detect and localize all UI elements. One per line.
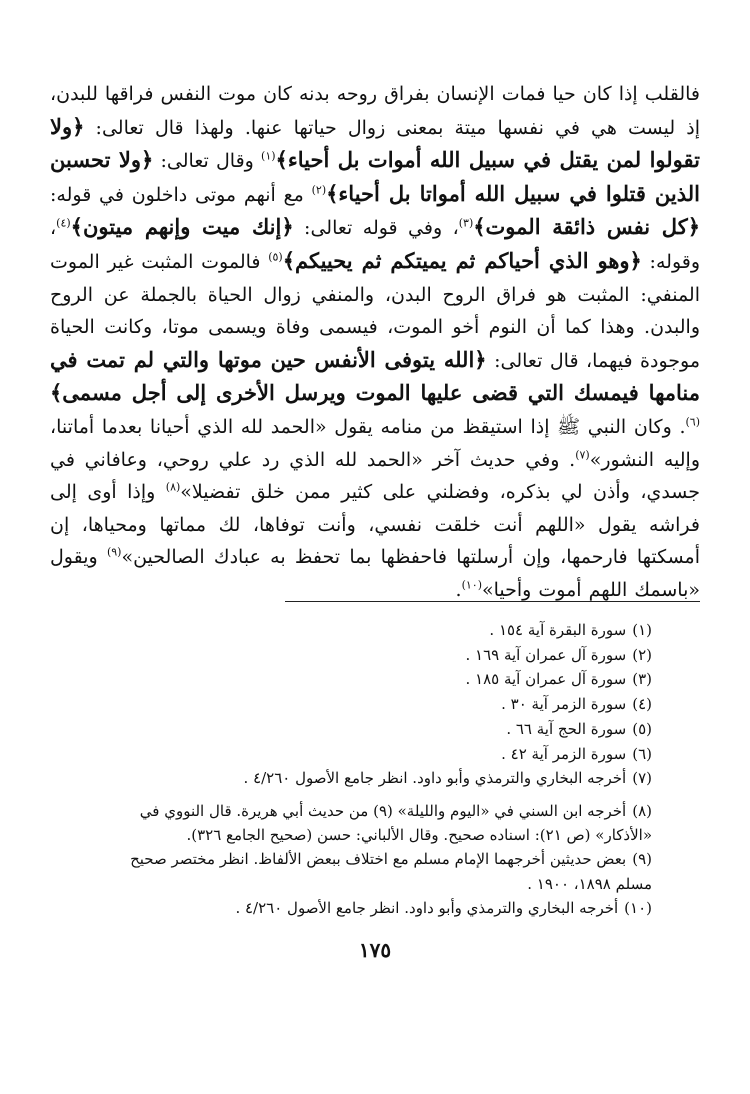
footnote-text: سورة آل عمران آية ١٦٩ .: [465, 645, 627, 664]
footnote-ref: (١٠): [461, 578, 482, 592]
footnote-ref: (٢): [311, 183, 327, 197]
footnote-number: (١): [632, 621, 652, 639]
text-segment: ، وفي قوله تعالى:: [293, 217, 459, 240]
footnotes: [92, 618, 652, 921]
page-number: ١٧٥: [358, 938, 392, 962]
footnote-number: (٦): [632, 744, 652, 763]
main-paragraph: [50, 78, 700, 607]
text-segment: فالقلب إذا كان حيا فمات الإنسان بفراق روحه بدنه كان موت النفس فراقها للبدن، إذ ليست هي في نفسها ميتة بمعنى زوال حياتها عنها. ولهذا قال تعالى:: [50, 83, 700, 139]
text-segment: . وفي حديث آخر «الحمد لله الذي رد علي روحي، وعافاني في جسدي، وأذن لي بذكره، وفضلني على كثير ممن خلق تفضيلا»: [50, 448, 701, 504]
footnote-ref: (٦): [685, 415, 700, 429]
text-segment: ويقول «باسمك اللهم أموت وأحيا»: [50, 546, 700, 601]
footnote-number: (٢): [632, 645, 652, 664]
text-segment: .: [455, 578, 462, 601]
quran-verse: ﴿ولا تحسبن الذين قتلوا في سبيل الله أمواتا بل أحياء﴾: [50, 147, 701, 206]
footnote-text: أخرجه البخاري والترمذي وأبو داود. انظر جامع الأصول ٤/٢٦٠ .: [235, 899, 619, 918]
footnote-ref: (٨): [165, 480, 181, 494]
quran-verse: ﴿كل نفس ذائقة الموت﴾: [473, 214, 700, 240]
main-text: [50, 78, 700, 607]
footnote-text: سورة آل عمران آية ١٨٥ .: [465, 670, 627, 689]
footnote-ref: (٥): [268, 250, 283, 264]
footnote-item: [92, 799, 652, 847]
footnote-text: بعض حديثين أخرجهما الإمام مسلم مع اختلاف ببعض الألفاظ. انظر مختصر صحيح مسلم ١٨٩٨، ١٩٠٠ .: [130, 849, 652, 893]
footnote-number: (٣): [632, 670, 652, 689]
text-segment: . وكان النبي ﷺ إذا استيقظ من منامه يقول «الحمد لله الذي أحيانا بعدما أماتنا، وإليه النشور»: [50, 415, 700, 471]
footnote-text: سورة الزمر آية ٣٠ .: [501, 695, 627, 714]
footnote-ref: (٧): [575, 448, 590, 462]
quran-verse: ﴿ولا تقولوا لمن يقتل في سبيل الله أموات بل أحياء﴾: [50, 113, 700, 173]
footnote-divider: [285, 601, 700, 602]
footnote-text: أخرجه ابن السني في «اليوم والليلة» (٩) من حديث أبي هريرة. قال النووي في «الأذكار» (ص ٢١): اسناده صحيح. وقال الألباني: حسن (صحيح الجامع ٣٢٦).: [139, 801, 652, 844]
text-segment: مع أنهم موتى داخلون في قوله:: [50, 183, 312, 206]
text-segment: وقال تعالى:: [153, 150, 262, 173]
footnote-item: [92, 643, 652, 668]
footnote-text: سورة الزمر آية ٤٢ .: [501, 744, 627, 763]
footnote-item: [92, 717, 652, 742]
text-segment: وإذا أوى إلى فراشه يقول «اللهم أنت خلقت نفسي، وأنت توفاها، لك مماتها ومحياها، إن أمسكتها فارحمها، وإن أرسلتها فاحفظها بما تحفظ به عبادك الصالحين»: [50, 481, 700, 569]
footnote-item: [92, 896, 652, 921]
text-segment: فالموت المثبت غير الموت المنفي: المثبت هو فراق الروح البدن، والمنفي زوال الحياة بالجملة عن الروح والبدن. وهذا كما أن النوم أخو الموت، فيسمى وفاة ويسمى موتا، وكانت الحياة موجودة فيهما، قال تعالى:: [50, 250, 701, 372]
footnote-ref: (٣): [458, 217, 474, 231]
footnote-number: (٩): [632, 849, 652, 868]
footnote-item: [92, 766, 652, 791]
quran-verse: ﴿وهو الذي أحياكم ثم يميتكم ثم يحييكم﴾: [282, 247, 642, 273]
footnote-item: [92, 742, 652, 767]
quran-verse: ﴿إنك ميت وإنهم ميتون﴾: [70, 214, 294, 240]
footnote-number: (٧): [632, 769, 652, 788]
footnote-ref: (١): [261, 149, 276, 163]
footnote-item: [92, 618, 652, 643]
footnote-ref: (٤): [56, 217, 71, 231]
footnote-number: (٨): [632, 801, 652, 820]
footnote-item: [92, 847, 652, 896]
footnote-text: سورة الحج آية ٦٦ .: [506, 719, 627, 738]
footnote-number: (٤): [632, 695, 652, 714]
footnote-number: (١٠): [624, 899, 652, 918]
footnote-number: (٥): [632, 719, 652, 738]
text-segment: ، وقوله:: [50, 217, 701, 273]
footnote-text: سورة البقرة آية ١٥٤ .: [489, 621, 627, 639]
quran-verse: ﴿الله يتوفى الأنفس حين موتها والتي لم تمت في منامها فيمسك التي قضى عليها الموت ويرسل الأخرى إلى أجل مسمى﴾: [50, 346, 700, 406]
footnote-ref: (٩): [106, 545, 122, 559]
footnote-item: [92, 692, 652, 717]
footnote-text: أخرجه البخاري والترمذي وأبو داود. انظر جامع الأصول ٤/٢٦٠ .: [243, 769, 627, 788]
footnote-item: [92, 667, 652, 692]
